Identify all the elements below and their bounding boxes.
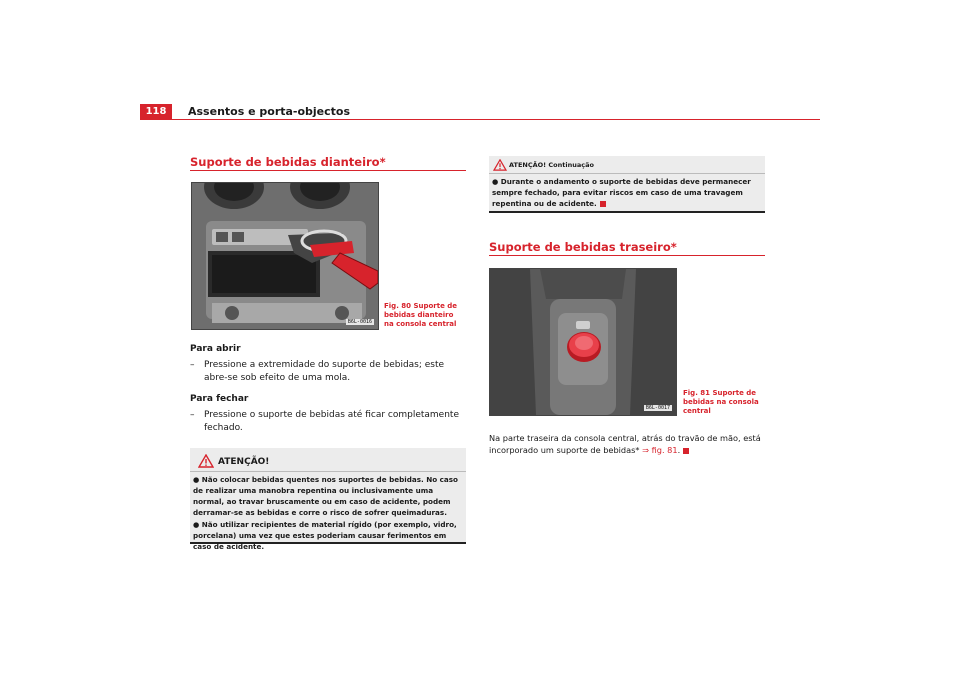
end-of-section-mark-rear: [683, 448, 689, 454]
close-step-text: Pressione o suporte de bebidas até ficar completamente fechado.: [204, 410, 459, 433]
open-step-text: Pressione a extremidade do suporte de bebidas; este abre-se sob efeito de uma mola.: [204, 360, 445, 383]
warning-divider: [190, 471, 466, 472]
close-step: [190, 409, 466, 435]
section-title-front: Suporte de bebidas dianteiro*: [190, 155, 386, 169]
warning-continued-divider: [489, 173, 765, 174]
section-title-rear: Suporte de bebidas traseiro*: [489, 240, 677, 254]
warning-continued-item: [492, 176, 764, 209]
warning-bullet-1: ●: [193, 475, 200, 484]
page-number: 118: [140, 104, 172, 120]
figure-81-code: B6L-0017: [645, 405, 670, 411]
figure-81-image: [489, 268, 677, 416]
close-heading: Para fechar: [190, 394, 249, 404]
warning-bullet-2: ●: [193, 520, 200, 529]
figure-80-caption: Fig. 80 Suporte de bebidas dianteiro na consola central: [384, 302, 458, 328]
figure-80-code: B6L-0016: [347, 319, 372, 325]
warning-continued-title: ATENÇÃO! Continuação: [509, 161, 594, 169]
rear-holder-period: .: [677, 445, 681, 455]
warning-title: ATENÇÃO!: [218, 457, 270, 467]
section-rule-front: [190, 170, 466, 171]
figure-81-caption: Fig. 81 Suporte de bebidas na consola central: [683, 389, 759, 415]
open-step-dash: –: [190, 360, 195, 370]
rear-holder-paragraph: [489, 432, 765, 456]
warning-continued-bullet: ●: [492, 177, 499, 186]
front-cupholder-illustration: [192, 183, 378, 329]
warning-item-2: [193, 519, 465, 552]
rear-holder-text: Na parte traseira da consola central, atrás do travão de mão, está incorporado um suporte de bebidas*: [489, 433, 761, 455]
warning-item-1: [193, 474, 465, 518]
header-rule: [172, 119, 820, 120]
warning-triangle-icon: [198, 454, 214, 468]
rear-cupholder-illustration: [490, 269, 676, 415]
figure-80-image: [191, 182, 379, 330]
section-rule-rear: [489, 255, 765, 256]
open-heading: Para abrir: [190, 344, 241, 354]
running-title: Assentos e porta-objectos: [188, 105, 351, 118]
end-of-section-mark: [600, 201, 606, 207]
warning-item-1-text: Não colocar bebidas quentes nos suportes de bebidas. No caso de realizar uma manobra repentina ou inclusivamente uma normal, ao travar bruscamente ou em caso de acidente, podem derramar-se as bebidas e corre o risco de sofrer queimaduras.: [193, 475, 458, 517]
close-step-dash: –: [190, 410, 195, 420]
warning-continued-text: Durante o andamento o suporte de bebidas deve permanecer sempre fechado, para evitar riscos em caso de uma travagem repentina ou de acidente.: [492, 177, 751, 208]
warning-box: [190, 448, 466, 551]
warning-continued-box: [489, 156, 765, 213]
warning-item-2-text: Não utilizar recipientes de material rígido (por exemplo, vidro, porcelana) uma vez que estes poderiam causar ferimentos em caso de acidente.: [193, 520, 457, 551]
warning-triangle-icon-small: [493, 159, 507, 171]
open-step: [190, 359, 466, 385]
figure-81-reference-link[interactable]: ⇒ fig. 81: [642, 445, 678, 455]
